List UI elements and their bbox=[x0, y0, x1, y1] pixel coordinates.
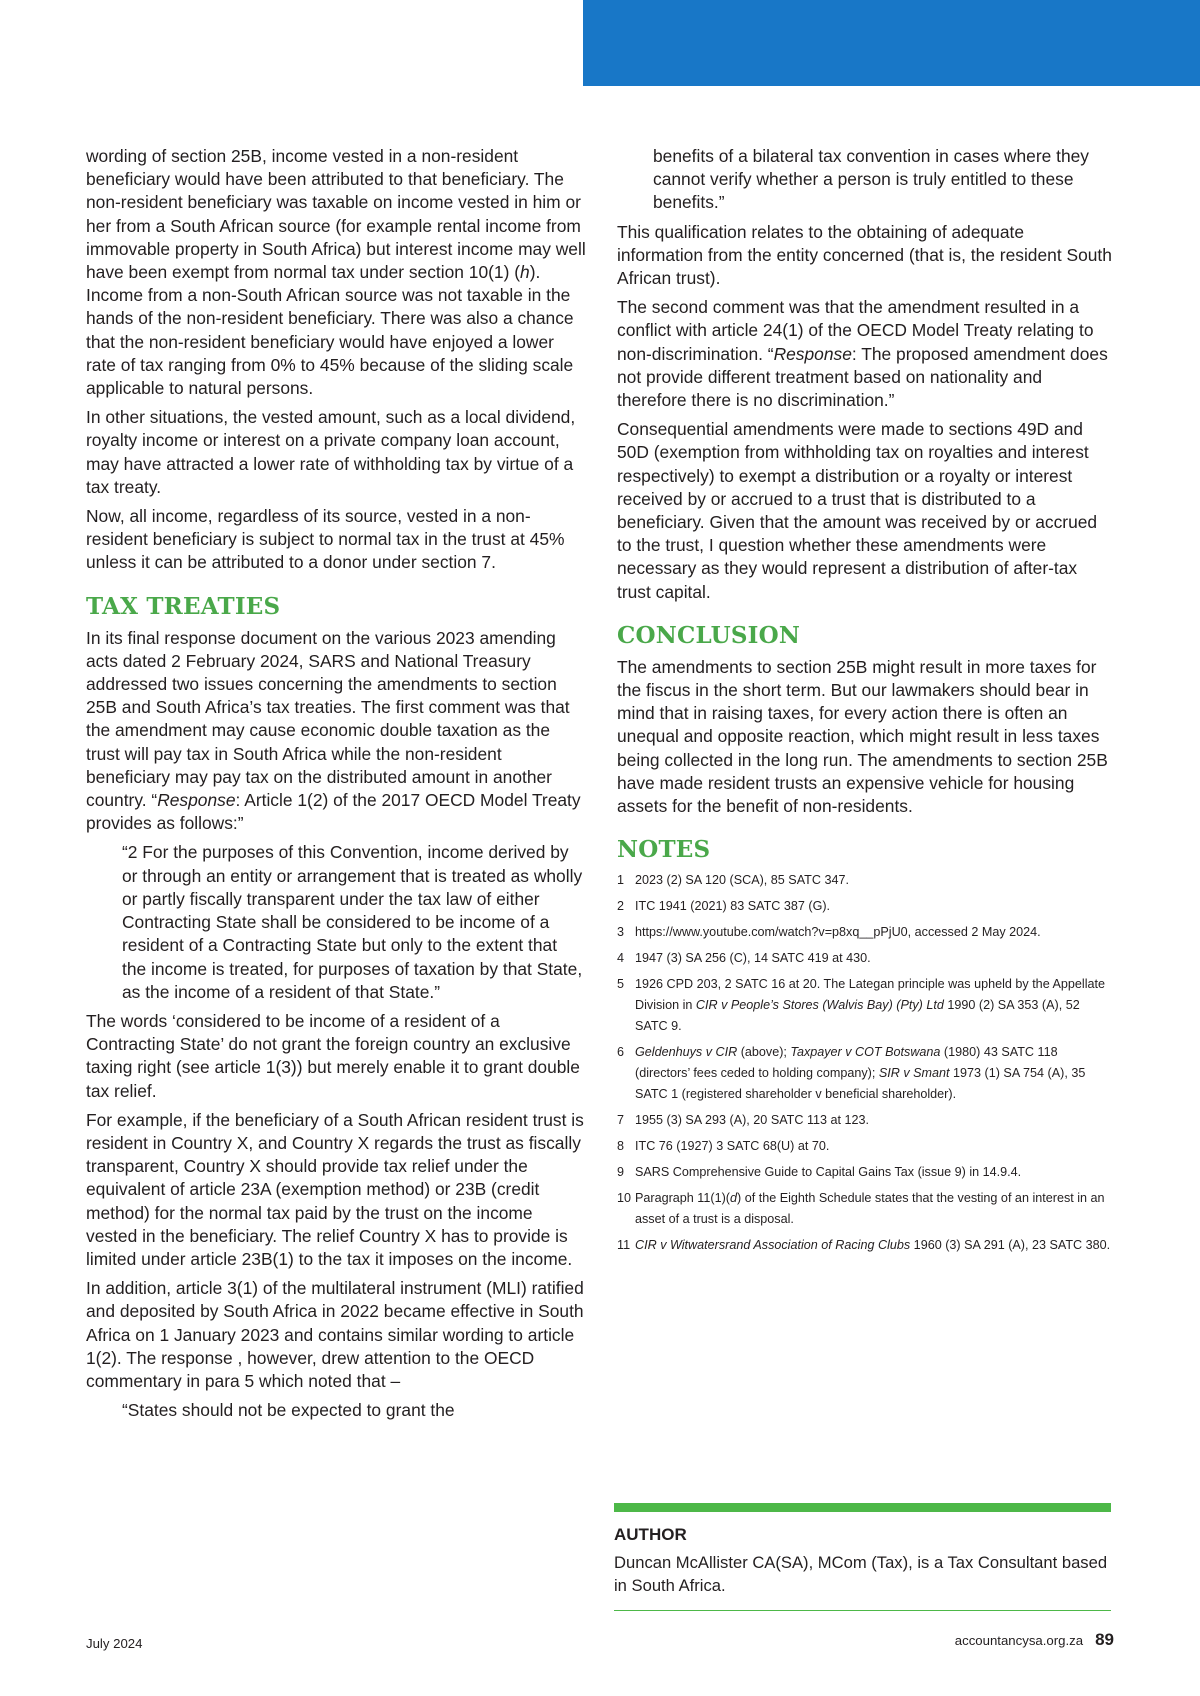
paragraph: In addition, article 3(1) of the multilateral instrument (MLI) ratified and deposited by South Africa in 2022 became effective in South Africa on 1 January 2023 and contains similar wording to article 1(2). The response , however, drew attention to the OECD commentary in para 5 which noted that – bbox=[86, 1278, 584, 1391]
youtube-link[interactable]: https://www.youtube.com/watch?v=p8xq__pPjU0, accessed 2 May 2024. bbox=[635, 925, 1041, 940]
note-item: 8 ITC 76 (1927) 3 SATC 68(U) at 70. bbox=[617, 1139, 830, 1154]
footer-site-link[interactable]: accountancysa.org.za bbox=[954, 1633, 1084, 1648]
note-item: 9 SARS Comprehensive Guide to Capital Gains Tax (issue 9) in 14.9.4. bbox=[617, 1165, 1022, 1180]
author-bio: Duncan McAllister CA(SA), MCom (Tax), is a Tax Consultant based in South Africa. bbox=[614, 1553, 1108, 1595]
paragraph: The second comment was that the amendment resulted in a conflict with article 24(1) of the OECD Model Treaty relating to non-discrimination. “Response: The proposed amendment does not provide different treatment based on nationality and therefore there is no discrimination.” bbox=[617, 297, 1108, 411]
paragraph: Consequential amendments were made to sections 49D and 50D (exemption from withholding tax on royalties and interest respectively) to exempt a distribution or a royalty or interest received by or accrued to a trust that is distributed to a beneficiary. Given that the amount was received by or accrued to the trust, I question whether these amendments were necessary as they would represent a distribution of after-tax trust capital. bbox=[617, 419, 1098, 602]
note-item: 10 Paragraph 11(1)(d) of the Eighth Schedule states that the vesting of an interest in an asset of a trust is a disposal. bbox=[617, 1191, 1105, 1227]
paragraph: Now, all income, regardless of its source, vested in a non-resident beneficiary is subject to normal tax in the trust at 45% unless it can be attributed to a donor under section 7. bbox=[86, 506, 565, 573]
page-number: 89 bbox=[1095, 1630, 1114, 1649]
section-heading-notes: NOTES bbox=[617, 836, 711, 864]
note-item: 6 Geldenhuys v CIR (above); Taxpayer v COT Botswana (1980) 43 SATC 118 (directors’ fees ceded to holding company); SIR v Smant 1973 (1) SA 754 (A), 35 SATC 1 (registered shareholder v beneficial shareholder). bbox=[617, 1045, 1086, 1102]
note-item: 11 CIR v Witwatersrand Association of Racing Clubs 1960 (3) SA 291 (A), 23 SATC 380. bbox=[617, 1238, 1111, 1253]
section-heading-conclusion: CONCLUSION bbox=[617, 621, 801, 649]
note-item: 5 1926 CPD 203, 2 SATC 16 at 20. The Lategan principle was upheld by the Appellate Division in CIR v People’s Stores (Walvis Bay) (Pty) Ltd 1990 (2) SA 353 (A), 52 SATC 9. bbox=[617, 977, 1106, 1034]
block-quote: benefits of a bilateral tax convention in cases where they cannot verify whether a person is truly entitled to these benefits.” bbox=[653, 146, 1089, 213]
note-item: 1 2023 (2) SA 120 (SCA), 85 SATC 347. bbox=[617, 873, 849, 888]
note-item: 7 1955 (3) SA 293 (A), 20 SATC 113 at 123. bbox=[617, 1113, 870, 1128]
right-column bbox=[617, 145, 1114, 1261]
note-item: 4 1947 (3) SA 256 (C), 14 SATC 419 at 430. bbox=[617, 951, 871, 966]
note-item: 3 https://www.youtube.com/watch?v=p8xq__pPjU0, accessed 2 May 2024. bbox=[617, 925, 1041, 940]
paragraph: The words ‘considered to be income of a resident of a Contracting State’ do not grant the foreign country an exclusive taxing right (see article 1(3)) but merely enable it to grant double tax relief. bbox=[86, 1010, 580, 1101]
author-box bbox=[614, 1524, 1111, 1597]
footer-right bbox=[955, 1630, 1114, 1650]
author-heading: AUTHOR bbox=[614, 1525, 687, 1544]
paragraph: This qualification relates to the obtaining of adequate information from the entity concerned (that is, the resident South African trust). bbox=[617, 221, 1112, 289]
paragraph: In other situations, the vested amount, such as a local dividend, royalty income or interest on a private company loan account, may have attracted a lower rate of withholding tax by virtue of a tax treaty. bbox=[86, 407, 576, 497]
paragraph: For example, if the beneficiary of a South African resident trust is resident in Country X, and Country X regards the trust as fiscally transparent, Country X should provide tax relief under the equivalent of article 23A (exemption method) or 23B (credit method) for the normal tax paid by the trust on the income vested in the beneficiary. The relief Country X has to provide is limited under article 23B(1) to the tax it imposes on the income. bbox=[86, 1109, 584, 1269]
author-divider-bottom bbox=[614, 1610, 1111, 1611]
notes-list bbox=[617, 870, 1114, 1256]
left-column bbox=[86, 145, 586, 1428]
block-quote: “States should not be expected to grant the bbox=[122, 1400, 455, 1421]
paragraph: The amendments to section 25B might result in more taxes for the fiscus in the short term. But our lawmakers should bear in mind that in raising taxes, for every action there is often an unequal and opposite reaction, which might result in less taxes being collected in the long run. The amendments to section 25B have made resident trusts an expensive vehicle for housing assets for the benefit of non-residents. bbox=[617, 656, 1108, 817]
paragraph: In its final response document on the various 2023 amending acts dated 2 February 2024, SARS and National Treasury addressed two issues concerning the amendments to section 25B and South Africa’s tax treaties. The first comment was that the amendment may cause economic double taxation as the trust will pay tax in South Africa while the non-resident beneficiary may pay tax on the distributed amount in another country. “Response: Article 1(2) of the 2017 OECD Model Treaty provides as follows:” bbox=[86, 627, 581, 834]
block-quote: “2 For the purposes of this Convention, income derived by or through an entity or arrangement that is treated as wholly or partly fiscally transparent under the tax law of either Contracting State shall be considered to be income of a resident of a Contracting State but only to the extent that the income is treated, for purposes of taxation by that State, as the income of a resident of that State.” bbox=[122, 842, 583, 1002]
header-accent-bar bbox=[583, 0, 1200, 86]
note-item: 2 ITC 1941 (2021) 83 SATC 387 (G). bbox=[617, 899, 831, 914]
section-heading-tax-treaties: TAX TREATIES bbox=[86, 592, 281, 620]
footer-date: July 2024 bbox=[86, 1636, 143, 1651]
paragraph: wording of section 25B, income vested in a non-resident beneficiary would have been attributed to that beneficiary. The non-resident beneficiary was taxable on income vested in him or her from a South African source (for example rental income from immovable property in South Africa) but interest income may well have been exempt from normal tax under section 10(1) (h). Income from a non-South African source was not taxable in the hands of the non-resident beneficiary. There was also a chance that the non-resident beneficiary would have enjoyed a lower rate of tax ranging from 0% to 45% because of the sliding scale applicable to natural persons. bbox=[86, 146, 586, 399]
author-divider-top bbox=[614, 1503, 1111, 1512]
